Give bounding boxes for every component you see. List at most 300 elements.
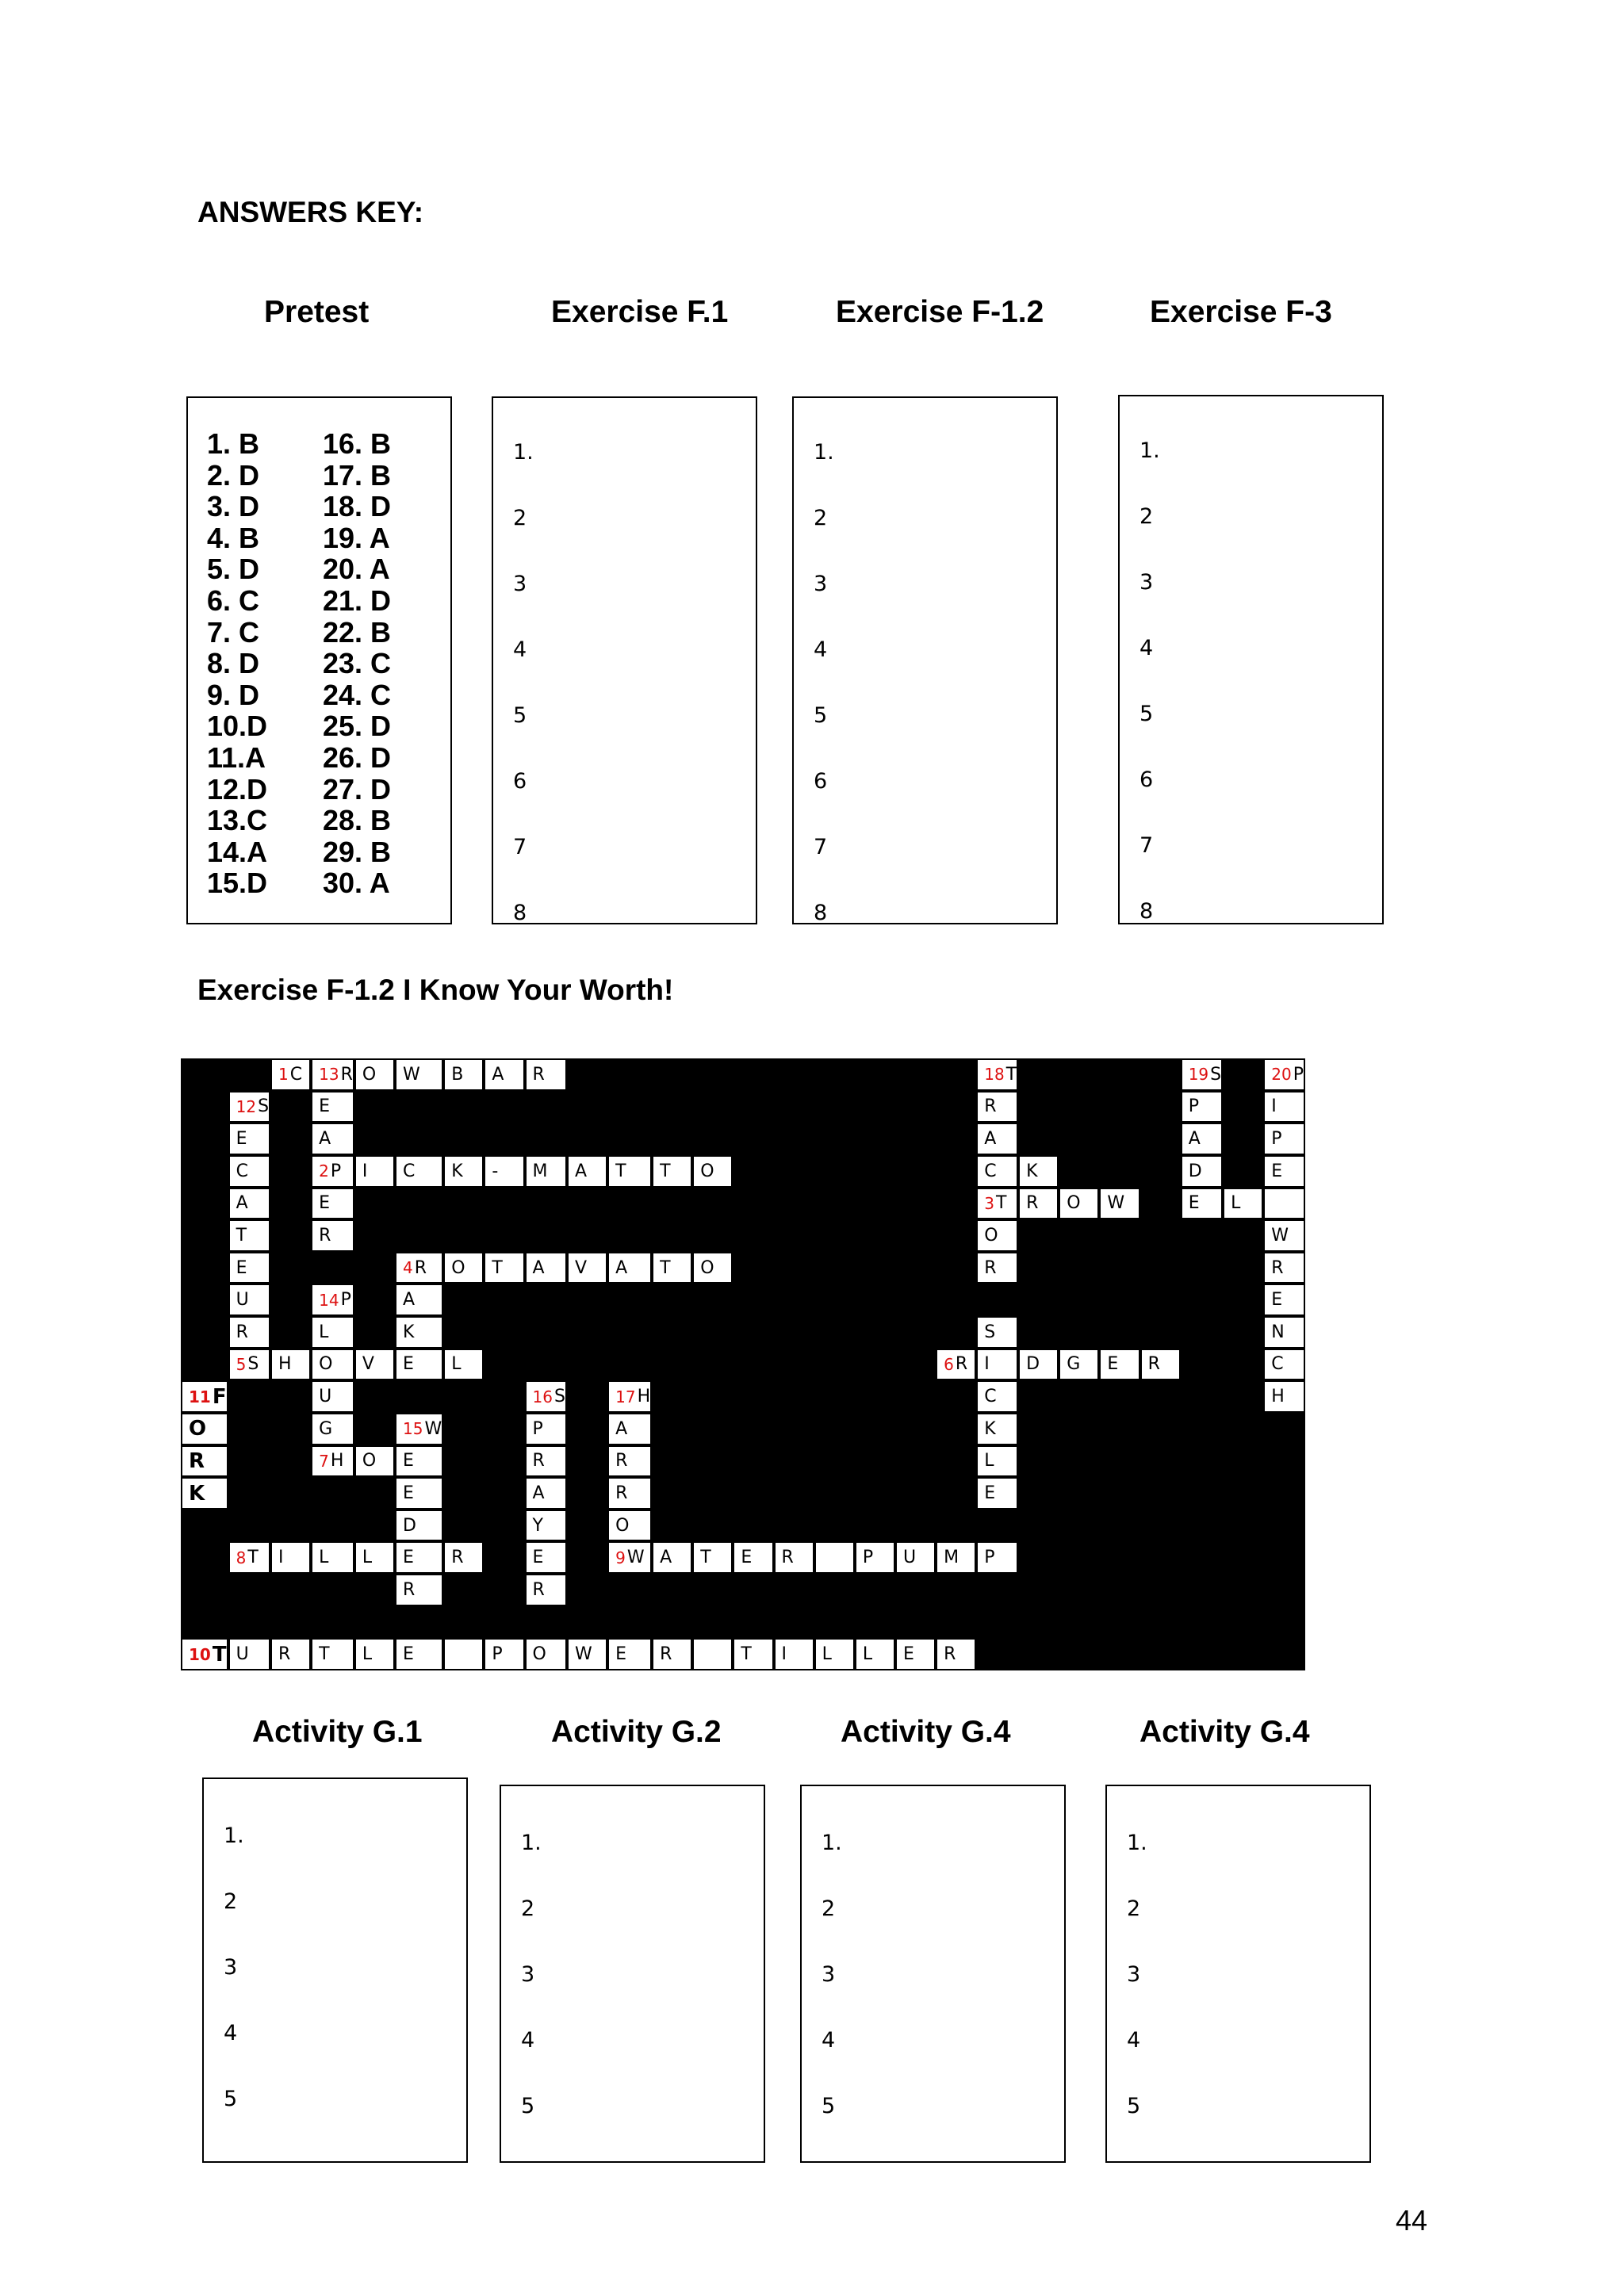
crossword-cell	[692, 1155, 733, 1188]
crossword-cell	[895, 1541, 936, 1574]
cell-letter: O	[700, 1161, 714, 1181]
pretest-answer: 22. B	[323, 615, 392, 649]
pretest-answer: 6. C	[207, 584, 260, 617]
crossword-cell	[1263, 1252, 1305, 1284]
crossword-cell	[270, 1058, 311, 1091]
pretest-answer: 21. D	[323, 584, 392, 617]
cell-letter: W	[626, 1548, 645, 1568]
answer-line-number: 5	[224, 2087, 238, 2111]
cell-letter: C	[289, 1064, 303, 1085]
answer-line-number: 3	[521, 1962, 535, 1987]
crossword-cell	[976, 1541, 1018, 1574]
crossword-cell	[525, 1380, 567, 1413]
pretest-answer: 30. A	[323, 867, 390, 900]
cell-letter: P	[492, 1644, 503, 1665]
cell-letter: L	[862, 1644, 873, 1665]
pretest-answer: 2. D	[207, 458, 260, 492]
cell-letter: S	[247, 1354, 259, 1375]
crossword-cell	[814, 1541, 855, 1574]
cell-letter: E	[403, 1483, 414, 1504]
cell-letter: R	[414, 1257, 427, 1278]
answer-line-number: 5	[1139, 702, 1154, 726]
answer-line-number: 1.	[814, 440, 834, 465]
cell-letter: R	[532, 1451, 545, 1471]
cell-letter: W	[1107, 1193, 1125, 1214]
crossword-cell	[1181, 1123, 1223, 1155]
crossword-cell	[692, 1252, 733, 1284]
clue-number: 9	[615, 1548, 626, 1567]
cell-letter: P	[330, 1161, 342, 1181]
cell-letter: D	[1026, 1354, 1040, 1375]
crossword-cell	[895, 1638, 936, 1670]
pretest-answer: 26. D	[323, 741, 392, 774]
crossword-cell	[354, 1541, 395, 1574]
crossword-cell	[395, 1284, 443, 1316]
cell-letter: O	[362, 1064, 377, 1085]
cell-letter: M	[532, 1161, 548, 1181]
crossword-cell	[311, 1284, 354, 1316]
pretest-answer: 12.D	[207, 772, 268, 806]
answer-line-number: 2	[822, 1896, 836, 1921]
cell-letter: L	[362, 1548, 373, 1568]
answer-line-number: 1.	[822, 1831, 842, 1855]
crossword-cell	[1263, 1380, 1305, 1413]
pretest-answer: 13.C	[207, 804, 268, 837]
crossword-cell	[443, 1252, 484, 1284]
cell-letter: I	[984, 1354, 990, 1375]
cell-letter: L	[319, 1322, 329, 1342]
heading-exercise-f3: Exercise F-3	[1150, 295, 1332, 329]
crossword-cell	[395, 1574, 443, 1606]
crossword-cell	[311, 1219, 354, 1252]
crossword-cell	[395, 1252, 443, 1284]
crossword-cell	[525, 1252, 567, 1284]
crossword-cell	[607, 1252, 652, 1284]
answer-line-number: 4	[521, 2028, 535, 2053]
cell-letter: E	[984, 1483, 996, 1504]
answer-line-number: 3	[1127, 1962, 1141, 1987]
cell-letter: T	[700, 1548, 711, 1568]
cell-letter: E	[403, 1451, 414, 1471]
cell-letter: T	[247, 1548, 259, 1568]
crossword-cell	[525, 1477, 567, 1510]
cell-letter: E	[741, 1548, 753, 1568]
crossword-cell	[395, 1638, 443, 1670]
crossword-cell	[652, 1541, 692, 1574]
crossword-cell	[311, 1445, 354, 1478]
crossword-cell	[311, 1123, 354, 1155]
pretest-answer-box	[186, 396, 452, 924]
crossword-cell	[1263, 1284, 1305, 1316]
answer-line-number: 5	[513, 703, 527, 728]
answer-line-number: 4	[814, 637, 828, 662]
cell-letter: W	[403, 1064, 420, 1085]
answer-line-number: 2	[224, 1889, 238, 1914]
pretest-answer: 3. D	[207, 490, 260, 523]
cell-letter: P	[862, 1548, 874, 1568]
crossword-cell	[976, 1380, 1018, 1413]
crossword-cell	[311, 1058, 354, 1091]
cell-letter: T	[212, 1642, 227, 1667]
cell-letter: I	[278, 1548, 284, 1568]
crossword-cell	[525, 1413, 567, 1445]
crossword-cell	[567, 1638, 607, 1670]
cell-letter: E	[403, 1644, 414, 1665]
heading-exercise-f12: Exercise F-1.2	[836, 295, 1044, 329]
cell-letter: E	[902, 1644, 914, 1665]
crossword-cell	[976, 1155, 1018, 1188]
cell-letter: V	[362, 1354, 374, 1375]
answer-line-number: 1.	[224, 1823, 244, 1848]
crossword-cell	[311, 1091, 354, 1123]
cell-letter: N	[1271, 1322, 1285, 1342]
cell-letter: E	[1271, 1161, 1283, 1181]
cell-letter: R	[236, 1322, 248, 1342]
answer-line-number: 2	[814, 506, 828, 530]
answer-line-number: 2	[521, 1896, 535, 1921]
clue-number: 8	[236, 1548, 247, 1567]
cell-letter: B	[451, 1064, 464, 1085]
cell-letter: A	[615, 1257, 628, 1278]
answer-line-number: 5	[521, 2094, 535, 2118]
crossword-cell	[443, 1155, 484, 1188]
crossword-cell	[311, 1349, 354, 1381]
crossword-cell	[443, 1638, 484, 1670]
answer-line-number: 4	[1139, 636, 1154, 660]
cell-letter: A	[615, 1418, 628, 1439]
clue-number: 2	[319, 1161, 329, 1181]
cell-letter: L	[362, 1644, 373, 1665]
crossword-cell	[1018, 1155, 1059, 1188]
answer-line-number: 3	[513, 572, 527, 596]
cell-letter: W	[424, 1418, 442, 1439]
cell-letter: -	[492, 1161, 499, 1181]
crossword-cell	[1018, 1349, 1059, 1381]
crossword-cell	[1263, 1316, 1305, 1349]
crossword-cell	[484, 1638, 524, 1670]
crossword-cell	[976, 1123, 1018, 1155]
answer-line-number: 4	[513, 637, 527, 662]
crossword-cell	[525, 1445, 567, 1478]
crossword-cell	[607, 1413, 652, 1445]
answer-line-number: 1.	[1139, 438, 1160, 463]
cell-letter: K	[451, 1161, 463, 1181]
crossword-cell	[395, 1510, 443, 1542]
crossword-cell	[354, 1058, 395, 1091]
cell-letter: W	[574, 1644, 592, 1665]
clue-number: 3	[984, 1193, 994, 1213]
cell-letter: R	[660, 1644, 672, 1665]
pretest-answer: 15.D	[207, 867, 268, 900]
answer-line-number: 2	[1139, 504, 1154, 529]
answers-key-title: ANSWERS KEY:	[197, 196, 424, 228]
crossword-cell	[443, 1349, 484, 1381]
cell-letter: R	[532, 1064, 545, 1085]
crossword-cell	[733, 1638, 773, 1670]
crossword-cell	[1140, 1349, 1181, 1381]
cell-letter: R	[984, 1257, 997, 1278]
clue-number: 1	[278, 1065, 289, 1085]
cell-letter: E	[319, 1193, 331, 1214]
cell-letter: U	[319, 1387, 332, 1407]
crossword-grid	[181, 1058, 1305, 1670]
crossword-cell	[976, 1316, 1018, 1349]
crossword-cell	[1263, 1188, 1305, 1220]
crossword-cell	[1263, 1058, 1305, 1091]
clue-number: 12	[236, 1096, 257, 1116]
crossword-cell	[976, 1252, 1018, 1284]
cell-letter: E	[403, 1548, 414, 1568]
answer-line-number: 4	[822, 2028, 836, 2053]
crossword-cell	[1181, 1091, 1223, 1123]
cell-letter: H	[330, 1451, 344, 1471]
crossword-cell	[395, 1155, 443, 1188]
cell-letter: A	[574, 1161, 588, 1181]
crossword-cell	[228, 1252, 270, 1284]
crossword-cell	[936, 1349, 976, 1381]
answer-line-number: 1.	[521, 1831, 542, 1855]
crossword-cell	[1223, 1188, 1263, 1220]
clue-number: 5	[236, 1354, 247, 1374]
crossword-cell	[395, 1445, 443, 1478]
cell-letter: A	[660, 1548, 672, 1568]
crossword-cell	[525, 1510, 567, 1542]
answer-line-number: 1.	[1127, 1831, 1147, 1855]
exercise-f3-answer-box	[1118, 395, 1384, 924]
crossword-cell	[228, 1541, 270, 1574]
crossword-cell	[395, 1349, 443, 1381]
cell-letter: R	[615, 1451, 628, 1471]
crossword-cell	[228, 1638, 270, 1670]
cell-letter: L	[319, 1548, 329, 1568]
pretest-answer: 18. D	[323, 490, 392, 523]
activity-g1-answer-box	[202, 1777, 468, 2163]
cell-letter: O	[700, 1257, 714, 1278]
crossword-cell	[567, 1155, 607, 1188]
crossword-cell	[607, 1477, 652, 1510]
cell-letter: I	[781, 1644, 787, 1665]
crossword-cell	[652, 1155, 692, 1188]
cell-letter: E	[236, 1257, 247, 1278]
crossword-cell	[228, 1349, 270, 1381]
cell-letter: T	[492, 1257, 503, 1278]
answer-line-number: 3	[224, 1955, 238, 1980]
clue-number: 4	[403, 1258, 413, 1278]
crossword-cell	[1181, 1058, 1223, 1091]
crossword-cell	[181, 1477, 228, 1510]
cell-letter: L	[984, 1451, 994, 1471]
cell-letter: O	[615, 1515, 630, 1536]
crossword-cell	[1099, 1188, 1139, 1220]
crossword-cell	[525, 1155, 567, 1188]
cell-letter: O	[532, 1644, 546, 1665]
cell-letter: H	[637, 1387, 651, 1407]
crossword-cell	[311, 1541, 354, 1574]
page-number: 44	[1396, 2204, 1428, 2237]
crossword-cell	[1181, 1155, 1223, 1188]
pretest-answer: 17. B	[323, 458, 392, 492]
cell-letter: H	[1271, 1387, 1285, 1407]
cell-letter: A	[492, 1064, 504, 1085]
cell-letter: P	[984, 1548, 995, 1568]
crossword-cell	[607, 1155, 652, 1188]
pretest-answer: 25. D	[323, 710, 392, 743]
clue-number: 6	[944, 1354, 954, 1374]
cell-letter: O	[451, 1257, 465, 1278]
cell-letter: C	[984, 1161, 997, 1181]
crossword-cell	[936, 1541, 976, 1574]
cell-letter: E	[615, 1644, 627, 1665]
cell-letter: P	[340, 1290, 351, 1311]
crossword-cell	[607, 1510, 652, 1542]
cell-letter: T	[319, 1644, 330, 1665]
cell-letter: A	[1188, 1129, 1201, 1150]
cell-letter: O	[362, 1451, 377, 1471]
cell-letter: C	[403, 1161, 416, 1181]
crossword-cell	[270, 1638, 311, 1670]
cell-letter: R	[340, 1064, 353, 1085]
cell-letter: K	[189, 1481, 205, 1506]
crossword-cell	[228, 1316, 270, 1349]
cell-letter: P	[1188, 1096, 1199, 1117]
crossword-cell	[976, 1219, 1018, 1252]
crossword-cell	[181, 1638, 228, 1670]
crossword-cell	[976, 1445, 1018, 1478]
cell-letter: R	[955, 1354, 968, 1375]
cell-letter: S	[554, 1387, 565, 1407]
cell-letter: E	[1271, 1290, 1283, 1311]
clue-number: 7	[319, 1451, 329, 1471]
crossword-cell	[607, 1445, 652, 1478]
clue-number: 20	[1271, 1065, 1292, 1085]
crossword-cell	[1263, 1155, 1305, 1188]
cell-letter: L	[1231, 1193, 1241, 1214]
cell-letter: R	[451, 1548, 464, 1568]
crossword-cell	[311, 1188, 354, 1220]
crossword-cell	[692, 1638, 733, 1670]
answer-line-number: 2	[1127, 1896, 1141, 1921]
crossword-cell	[1059, 1349, 1099, 1381]
crossword-cell	[181, 1413, 228, 1445]
crossword-cell	[443, 1541, 484, 1574]
cell-letter: R	[984, 1096, 997, 1117]
crossword-cell	[443, 1058, 484, 1091]
cell-letter: A	[532, 1483, 545, 1504]
pretest-answer: 24. C	[323, 678, 392, 711]
pretest-answer: 16. B	[323, 427, 392, 460]
heading-pretest: Pretest	[264, 295, 370, 329]
cell-letter: O	[189, 1417, 207, 1441]
answer-line-number: 6	[513, 769, 527, 794]
cell-letter: A	[984, 1129, 997, 1150]
cell-letter: R	[944, 1644, 956, 1665]
crossword-cell	[270, 1349, 311, 1381]
cell-letter: T	[236, 1225, 247, 1246]
crossword-cell	[652, 1638, 692, 1670]
activity-g4-first-answer-box	[800, 1785, 1066, 2163]
cell-letter: K	[984, 1418, 996, 1439]
crossword-cell	[181, 1445, 228, 1478]
crossword-cell	[181, 1380, 228, 1413]
cell-letter: P	[532, 1418, 543, 1439]
answer-line-number: 3	[822, 1962, 836, 1987]
cell-letter: R	[781, 1548, 794, 1568]
crossword-cell	[976, 1058, 1018, 1091]
cell-letter: H	[278, 1354, 292, 1375]
cell-letter: T	[660, 1161, 671, 1181]
crossword-cell	[354, 1349, 395, 1381]
crossword-cell	[228, 1188, 270, 1220]
cell-letter: G	[1067, 1354, 1081, 1375]
pretest-answer: 7. C	[207, 615, 260, 649]
clue-number: 18	[984, 1065, 1005, 1085]
crossword-cell	[976, 1349, 1018, 1381]
cell-letter: T	[660, 1257, 671, 1278]
cell-letter: O	[319, 1354, 333, 1375]
cell-letter: L	[451, 1354, 462, 1375]
cell-letter: K	[1026, 1161, 1038, 1181]
exercise-f1-answer-box	[492, 396, 757, 924]
cell-letter: U	[236, 1290, 249, 1311]
heading-activity-g4-second: Activity G.4	[1139, 1715, 1310, 1749]
crossword-cell	[976, 1091, 1018, 1123]
pretest-answer: 5. D	[207, 553, 260, 586]
cell-letter: O	[1067, 1193, 1081, 1214]
crossword-cell	[567, 1252, 607, 1284]
cell-letter: A	[403, 1290, 416, 1311]
crossword-cell	[395, 1413, 443, 1445]
pretest-answer: 27. D	[323, 772, 392, 806]
pretest-answer: 4. B	[207, 521, 260, 554]
cell-letter: T	[615, 1161, 626, 1181]
cell-letter: S	[984, 1322, 996, 1342]
answer-line-number: 3	[1139, 570, 1154, 595]
heading-activity-g4-first: Activity G.4	[841, 1715, 1011, 1749]
answer-line-number: 3	[814, 572, 828, 596]
crossword-cell	[311, 1155, 354, 1188]
answer-line-number: 7	[1139, 833, 1154, 858]
answer-line-number: 8	[1139, 899, 1154, 924]
crossword-cell	[1263, 1123, 1305, 1155]
heading-activity-g1: Activity G.1	[252, 1715, 423, 1749]
crossword-cell	[270, 1541, 311, 1574]
cell-letter: D	[1188, 1161, 1202, 1181]
crossword-cell	[311, 1638, 354, 1670]
pretest-answer: 23. C	[323, 647, 392, 680]
cell-letter: E	[1107, 1354, 1119, 1375]
cell-letter: E	[532, 1548, 544, 1568]
pretest-answer: 8. D	[207, 647, 260, 680]
cell-letter: C	[1271, 1354, 1284, 1375]
crossword-cell	[228, 1123, 270, 1155]
cell-letter: A	[236, 1193, 248, 1214]
crossword-cell	[484, 1155, 524, 1188]
cell-letter: R	[615, 1483, 628, 1504]
answer-line-number: 5	[822, 2094, 836, 2118]
pretest-answer: 1. B	[207, 427, 260, 460]
cell-letter: R	[1026, 1193, 1039, 1214]
crossword-cell	[1263, 1091, 1305, 1123]
activity-g4-second-answer-box	[1105, 1785, 1371, 2163]
crossword-cell	[525, 1638, 567, 1670]
answer-line-number: 8	[513, 901, 527, 924]
crossword-cell	[525, 1541, 567, 1574]
cell-letter: U	[236, 1644, 249, 1665]
crossword-cell	[395, 1477, 443, 1510]
pretest-answer: 14.A	[207, 835, 268, 868]
crossword-cell	[976, 1477, 1018, 1510]
activity-g2-answer-box	[500, 1785, 765, 2163]
